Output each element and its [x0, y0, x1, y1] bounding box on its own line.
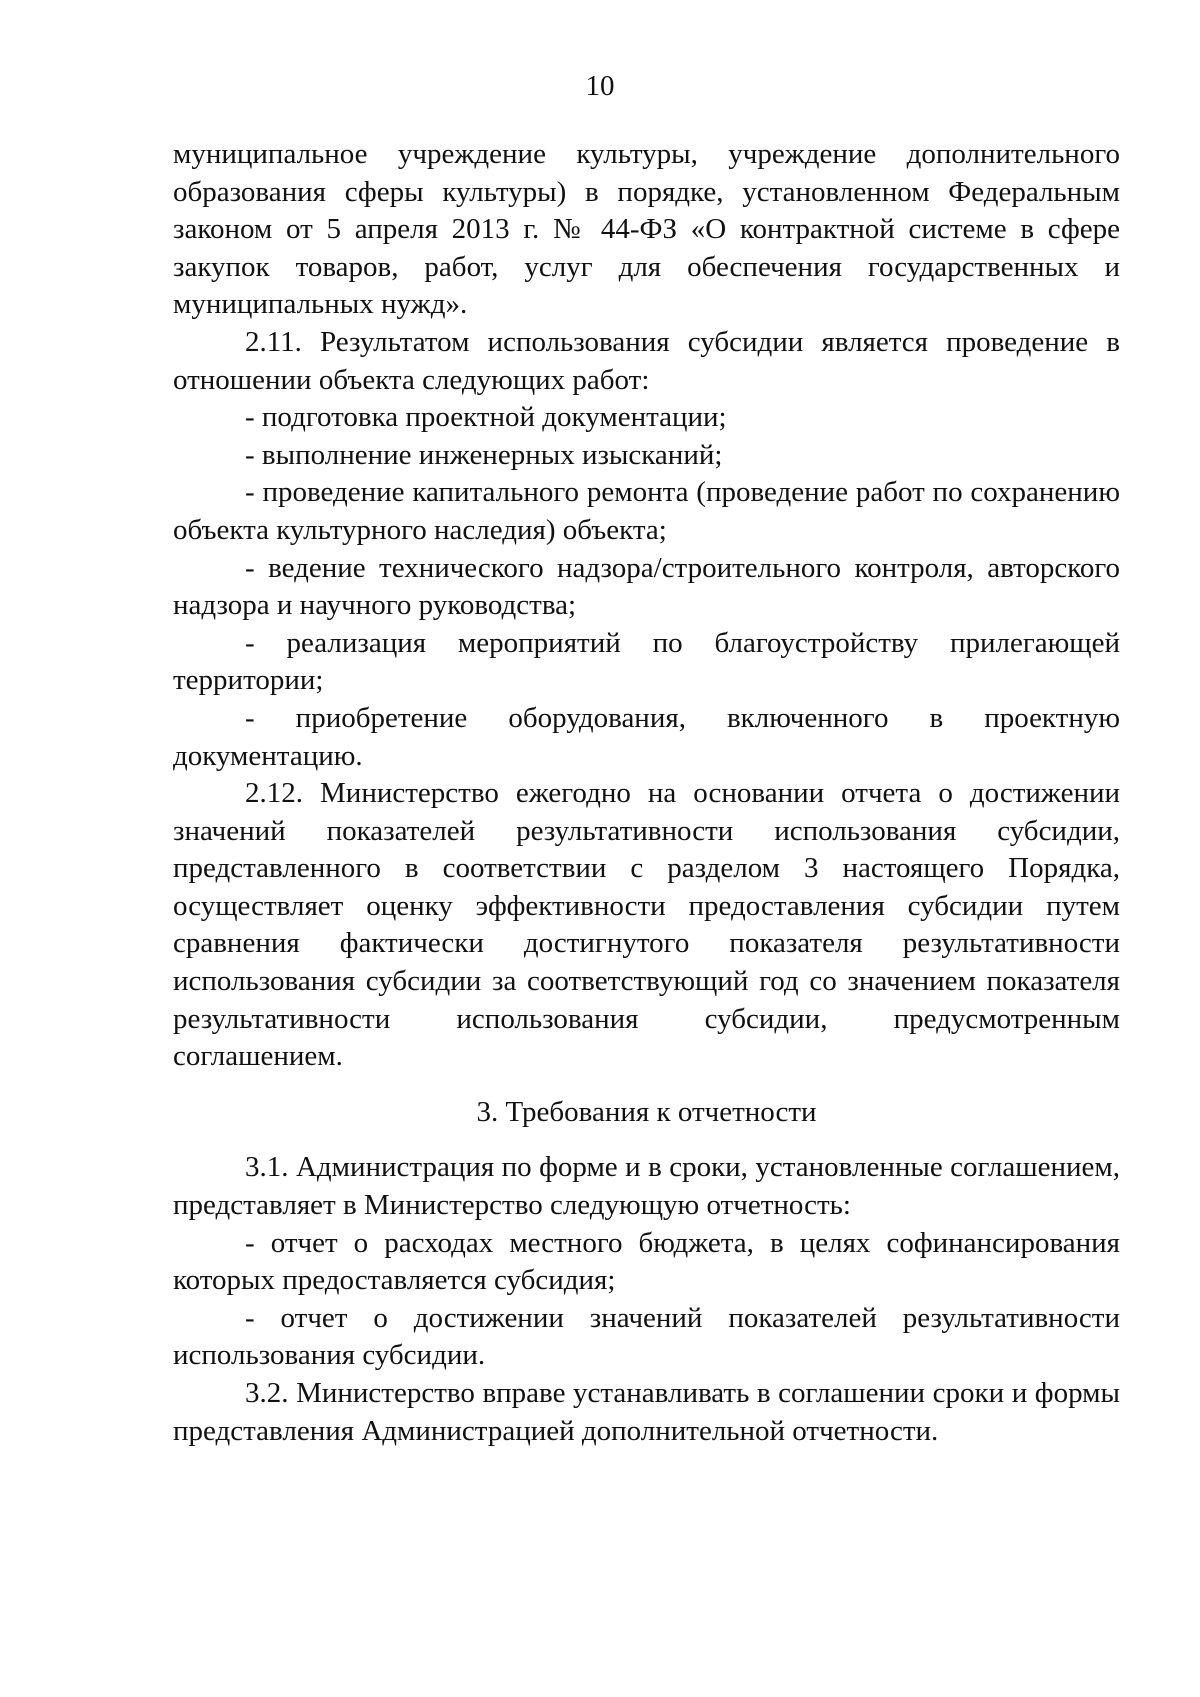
paragraph-continuation: муниципальное учреждение культуры, учреждение дополнительного образования сферы культуры) в порядке, установленном Федеральным законом от 5 апреля 2013 г. № 44-ФЗ «О контрактной системе в сфере закупок товаров, работ, услуг для обеспечения государственных и муниципальных нужд». [173, 138, 1120, 321]
section-title: 3. Требования к отчетности [476, 1095, 817, 1128]
list-item-expense-report: - отчет о расходах местного бюджета, в целях софинансирования которых предоставляется субсидия; [173, 1226, 1120, 1297]
paragraph-2-12: 2.12. Министерство ежегодно на основании отчета о достижении значений показателей результативности использования субсидии, представленного в соответствии с разделом 3 настоящего Порядка, осуществляет оценку эффективности предоставления субсидии путем сравнения фактически достигнутого показателя результативности использования субсидии за соответствующий год со значением показателя результативности использования субсидии, предусмотренным соглашением. [173, 777, 1120, 1073]
page-number: 10 [585, 70, 615, 102]
list-item-results-report: - отчет о достижении значений показателей результативности использования субсидии. [173, 1301, 1120, 1372]
paragraph-3-1: 3.1. Администрация по форме и в сроки, установленные соглашением, представляет в Министерство следующую отчетность: [173, 1151, 1120, 1222]
document-body [173, 136, 1120, 1450]
list-item-engineering-surveys: - выполнение инженерных изысканий; [245, 438, 723, 471]
paragraph-3-2: 3.2. Министерство вправе устанавливать в соглашении сроки и формы представления Администрацией дополнительной отчетности. [173, 1377, 1120, 1447]
list-item-project-documentation: - подготовка проектной документации; [245, 401, 727, 434]
list-item-technical-supervision: - ведение технического надзора/строительного контроля, авторского надзора и научного руководства; [173, 551, 1120, 622]
list-item-landscaping: - реализация мероприятий по благоустройству прилегающей территории; [173, 626, 1120, 697]
paragraph-2-11: 2.11. Результатом использования субсидии является проведение в отношении объекта следующих работ: [173, 325, 1120, 396]
list-item-capital-repair: - проведение капитального ремонта (проведение работ по сохранению объекта культурного наследия) объекта; [173, 476, 1120, 546]
list-item-equipment: - приобретение оборудования, включенного в проектную документацию. [173, 701, 1120, 772]
